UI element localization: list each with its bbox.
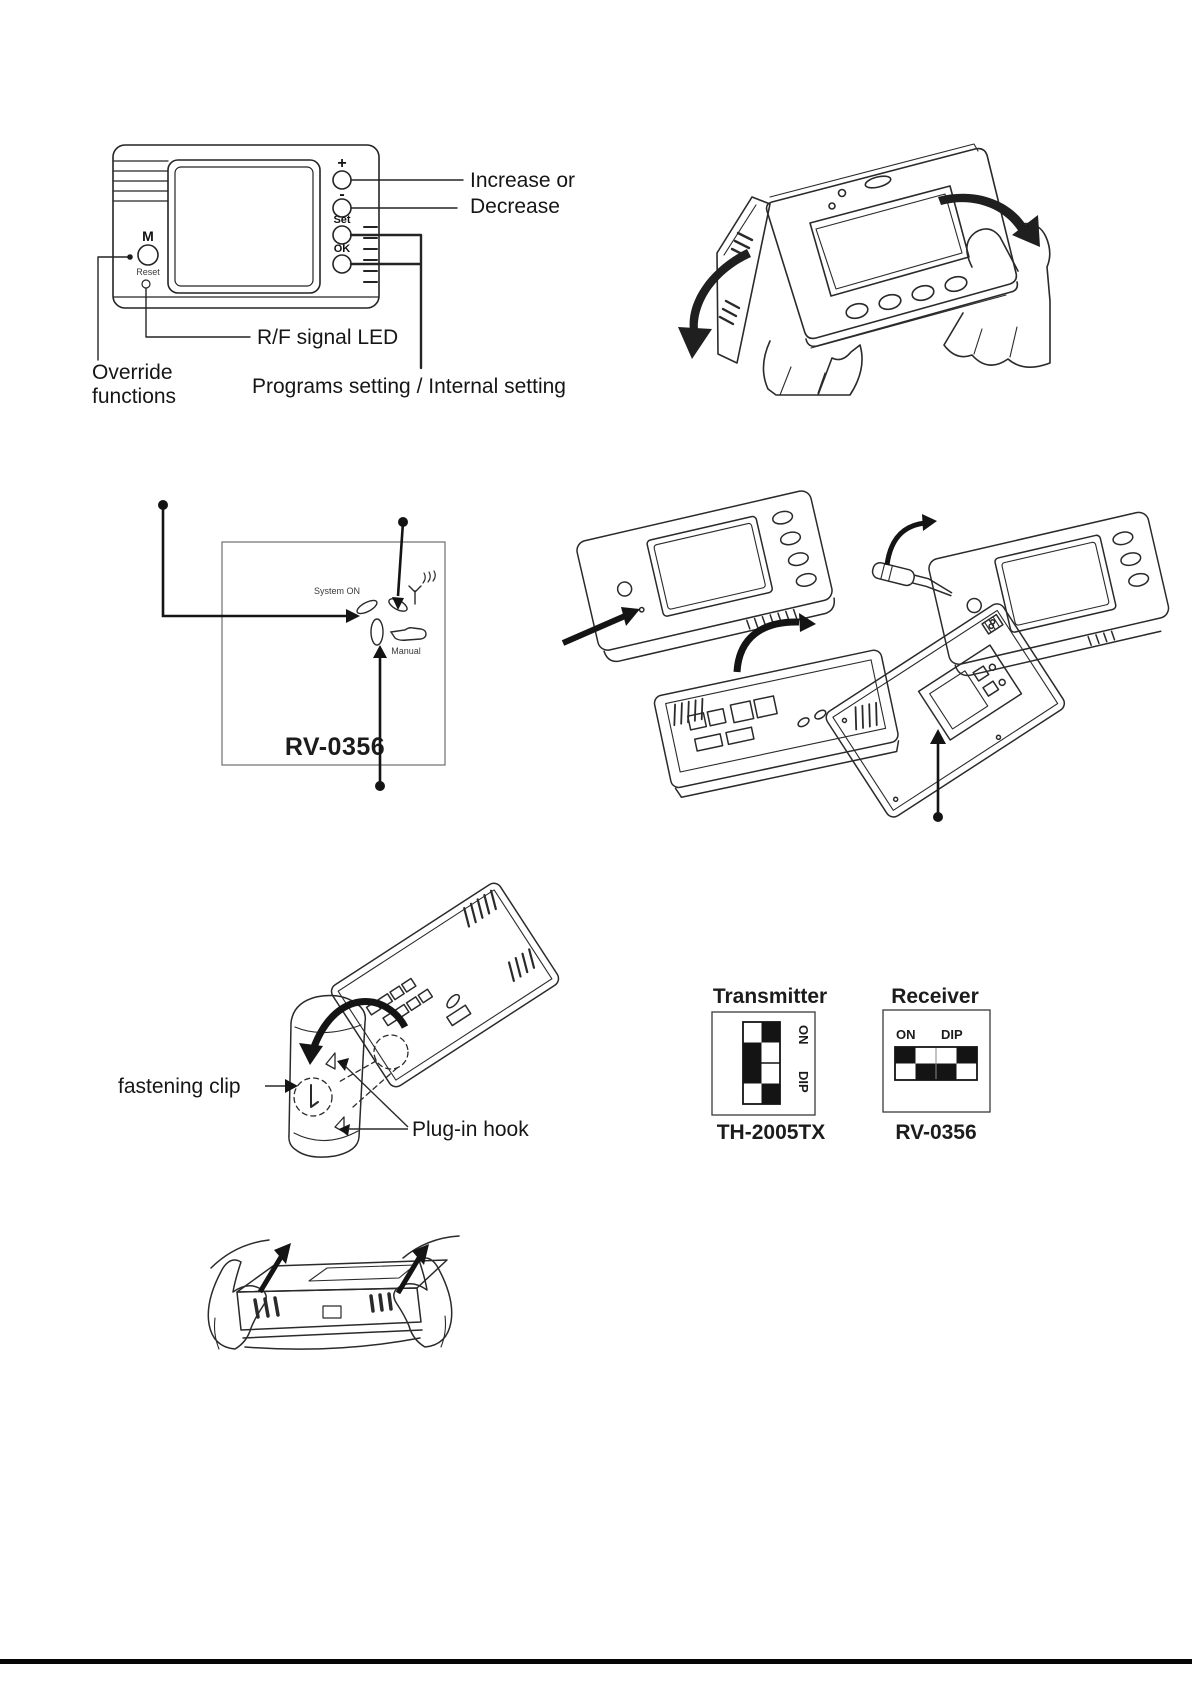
rx-dip-c3top — [936, 1047, 957, 1064]
set-button — [333, 226, 351, 244]
callout-rf-led: R/F signal LED — [257, 326, 399, 349]
manual-label: Manual — [391, 646, 421, 656]
mode-button — [138, 245, 158, 265]
tx-dip-r1c1 — [743, 1022, 762, 1043]
set-label: Set — [333, 214, 351, 226]
ok-button — [333, 255, 351, 273]
tx-dip-r2c1 — [743, 1043, 762, 1064]
fastening-clip-label: fastening clip — [118, 1075, 241, 1098]
mode-label: M — [142, 228, 154, 244]
tx-dip-r2c2 — [762, 1043, 781, 1064]
device-step2 — [927, 510, 1173, 679]
system-on-label: System ON — [313, 586, 361, 596]
remove-cover-figure — [175, 1140, 505, 1355]
open-base-case — [653, 649, 902, 799]
tx-dip-r4c1 — [743, 1084, 762, 1105]
receiver-title: Receiver — [891, 985, 979, 1008]
footer-rule — [0, 1659, 1192, 1664]
callout-increase-line2: Decrease — [470, 195, 560, 218]
plug-in-hook-label: Plug-in hook — [412, 1118, 529, 1141]
reset-hole — [142, 280, 150, 288]
rx-dip-c3bot — [936, 1064, 957, 1081]
left-hand — [763, 341, 862, 395]
manual-button — [371, 619, 383, 645]
screwdriver-icon — [871, 561, 954, 596]
battery-compartment — [919, 645, 1022, 740]
back-plate — [717, 197, 770, 363]
latch-notch — [323, 1306, 341, 1318]
reset-label: Reset — [136, 267, 160, 277]
label-leaders — [265, 1066, 408, 1129]
display-screen — [168, 160, 320, 293]
rx-dip-c4top — [957, 1047, 978, 1064]
rx-on-label: ON — [896, 1027, 916, 1042]
ok-label: OK — [333, 243, 351, 255]
system-on-led — [355, 598, 379, 616]
device-step1 — [575, 489, 837, 665]
callout-override-line2: functions — [92, 385, 177, 408]
dip-switch-figure — [650, 985, 1010, 1155]
pointing-hand-icon — [391, 628, 426, 641]
display-screen-inner — [175, 167, 313, 286]
callout-programs: Programs setting / Internal setting — [252, 375, 566, 398]
rx-dip-label: DIP — [941, 1027, 963, 1042]
receiver-front-panel-figure — [80, 115, 620, 415]
receiver-dip-cells — [895, 1047, 977, 1080]
tx-dip-r3c1 — [743, 1063, 762, 1084]
tx-dip-label: DIP — [796, 1071, 811, 1093]
tx-dip-r3c2 — [762, 1063, 781, 1084]
rv0356-indicator-figure — [110, 450, 490, 800]
rx-dip-c1bot — [895, 1064, 916, 1081]
tx-dip-r4c2 — [762, 1084, 781, 1105]
receiver-model-label: RV-0356 — [284, 733, 386, 761]
tx-on-label: ON — [796, 1025, 811, 1045]
minus-label: - — [339, 186, 345, 203]
open-back-cover — [823, 601, 1067, 820]
receiver-model: RV-0356 — [895, 1121, 977, 1144]
rotate-arrow-right-icon — [938, 194, 1027, 232]
tx-dip-r1c2 — [762, 1022, 781, 1043]
plus-label: + — [337, 155, 347, 172]
rf-led-dot — [127, 254, 133, 260]
left-hand — [208, 1240, 269, 1349]
callout-increase-line1: Increase or — [470, 169, 576, 192]
rx-dip-c2bot — [916, 1064, 937, 1081]
transmitter-model: TH-2005TX — [716, 1121, 826, 1144]
callout-override-line1: Override — [92, 361, 173, 384]
wall-mount-figure — [95, 855, 575, 1165]
rx-dip-c1top — [895, 1047, 916, 1064]
rotate-apart-figure — [620, 105, 1050, 395]
rotate-arrow-left-head — [678, 327, 712, 359]
cover-vents — [459, 891, 539, 985]
rx-dip-c2top — [916, 1047, 937, 1064]
transmitter-title: Transmitter — [712, 985, 828, 1008]
device-front — [767, 149, 1017, 339]
rx-dip-c4bot — [957, 1064, 978, 1081]
antenna-icon — [409, 571, 435, 604]
disassembly-figure — [555, 465, 1100, 825]
rotate-arrow-left-icon — [690, 249, 751, 331]
